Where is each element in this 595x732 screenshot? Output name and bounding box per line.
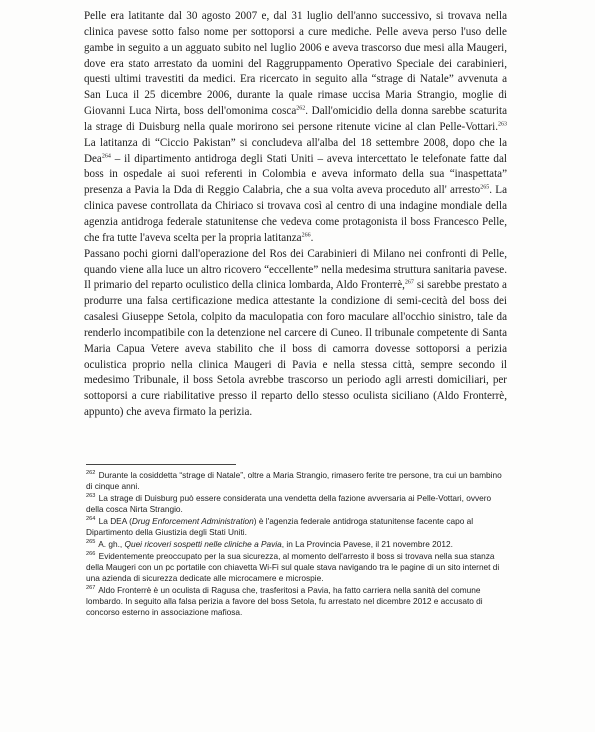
footnote-italic-text: Quei ricoveri sospetti nelle cliniche a Pavia — [124, 539, 282, 549]
footnote-267 — [86, 585, 506, 619]
footnote-ref-267: 267 — [404, 279, 414, 286]
footnote-265 — [86, 539, 506, 550]
paragraph-2-part-b: si sarebbe prestato a produrre una falsa certificazione medica attestante la condizione di semi-cecità del boss dei casalesi Giuseppe Setola, colpito da maculopatia con foro maculare all'occhio sinistro, tale da renderlo incompatibile con la detenzione nel carcere di Cuneo. Il tribunale competente di Santa Maria Capua Vetere aveva stabilito che il boss di camorra dovesse sottoporsi a perizia oculistica proprio nella clinica Maugeri di Pavia e nella stessa città, sempre secondo il medesimo Tribunale, il boss Setola avrebbe trascorso un periodo agli arresti domiciliari, per sottoporsi a cure riabilitative presso il reparto dello stesso oculista siciliano (Aldo Fronterrè, appunto) che aveva firmato la perizia. — [84, 279, 507, 419]
paragraph-1-part-f: . — [310, 231, 314, 244]
footnote-number: 262 — [86, 470, 96, 477]
paragraph-1-part-e: . La clinica pavese controllata da Chiriaco si trovava così al centro di una indagine mondiale della agenzia antidroga federale statunitense che vedeva come protagonista il boss Francesco Pelle, che fra tutte l'aveva scelta per la propria latitanza — [84, 184, 507, 244]
paragraph-1 — [84, 9, 507, 247]
footnote-ref-262: 262 — [296, 105, 306, 112]
paragraph-1-part-a: Pelle era latitante dal 30 agosto 2007 e, dal 31 luglio dell'anno successivo, si trovava nella clinica pavese sotto falso nome per sottoporsi a cure mediche. Pelle aveva perso l'uso delle gambe in seguito a un agguato subito nel luglio 2006 e aveva trascorso due mesi alla Maugeri, dove era stato arrestato da uomini del Raggruppamento Operativo Speciale dei carabinieri, questi ultimi travestiti da medici. Era ricercato in seguito alla “strage di Natale” avvenuta a San Luca il 25 dicembre 2006, durante la quale rimase uccisa Maria Strangio, moglie di Giovanni Luca Nirta, boss dell'omonima cosca — [84, 10, 507, 118]
footnote-text: Aldo Fronterrè è un oculista di Ragusa che, trasferitosi a Pavia, ha fatto carriera nella sanità del comune lombardo. In seguito alla falsa perizia a favore del boss Setola, fu arrestato nel dicembre 2012 e accusato di concorso esterno in associazione mafiosa. — [86, 585, 483, 618]
paragraph-1-part-d: – il dipartimento antidroga degli Stati Uniti – aveva intercettato le telefonate fatte dal boss in ospedale ai suoi referenti in Colombia e aveva informato della sua “inaspettata” presenza a Pavia la Dda di Reggio Calabria, che a sua volta aveva proceduto all' arresto — [84, 152, 507, 197]
paragraph-2-part-a: Passano pochi giorni dall'operazione del Ros dei Carabinieri di Milano nei confronti di Pelle, quando viene alla luce un altro ricovero “eccellente” nella medesima struttura sanitaria pavese. Il primario del reparto oculistico della clinica lombarda, Aldo Fronterrè, — [84, 247, 507, 292]
footnote-number: 265 — [86, 539, 96, 546]
footnote-text: La DEA ( — [98, 516, 132, 526]
footnote-divider — [86, 464, 236, 465]
footnote-266 — [86, 551, 506, 585]
footnote-number: 264 — [86, 516, 96, 523]
main-text — [84, 9, 507, 421]
footnote-text: , in La Provincia Pavese, il 21 novembre 2012. — [281, 539, 453, 549]
footnote-number: 266 — [86, 551, 96, 558]
footnote-ref-266: 266 — [301, 232, 311, 239]
footnote-262 — [86, 470, 506, 492]
footnote-text: ) è l'agenzia federale antidroga statunitense facente capo al Dipartimento della Giustizia degli Stati Uniti. — [86, 516, 474, 538]
paragraph-1-part-b: . Dall'omicidio della donna sarebbe scaturita la strage di Duisburg nella quale morirono sei persone ritenute vicine al clan Pelle-Vottari. — [84, 105, 507, 133]
footnote-number: 267 — [86, 585, 96, 592]
footnote-263 — [86, 493, 506, 515]
footnote-ref-265: 265 — [480, 184, 490, 191]
footnote-ref-264: 264 — [101, 152, 111, 159]
footnote-text: Evidentemente preoccupato per la sua sicurezza, al momento dell'arresto il boss si trovava nella sua stanza della Maugeri con un pc portatile con chiavetta Wi-Fi sul quale stava navigando tra le pagine di un sito internet di una azienda di sicurezza dedicate alle microcamere e microspie. — [86, 550, 500, 584]
footnote-ref-263: 263 — [498, 121, 507, 128]
paragraph-2 — [84, 247, 507, 421]
footnote-text: A. gh., — [98, 539, 125, 549]
footnote-text: Durante la cosiddetta “strage di Natale”, oltre a Maria Strangio, rimasero ferite tre persone, tra cui un bambino di cinque anni. — [86, 470, 502, 492]
footnote-italic-text: Drug Enforcement Administration — [131, 516, 254, 526]
footnote-264 — [86, 516, 506, 538]
footnote-text: La strage di Duisburg può essere considerata una vendetta della fazione avversaria ai Pelle-Vottari, ovvero della cosca Nirta Strangio. — [86, 493, 492, 515]
footnotes — [86, 470, 506, 619]
paragraph-1-part-c: La latitanza di “Ciccio Pakistan” si concludeva all'alba del 18 settembre 2008, dopo che la Dea — [84, 136, 507, 165]
footnote-number: 263 — [86, 493, 96, 500]
